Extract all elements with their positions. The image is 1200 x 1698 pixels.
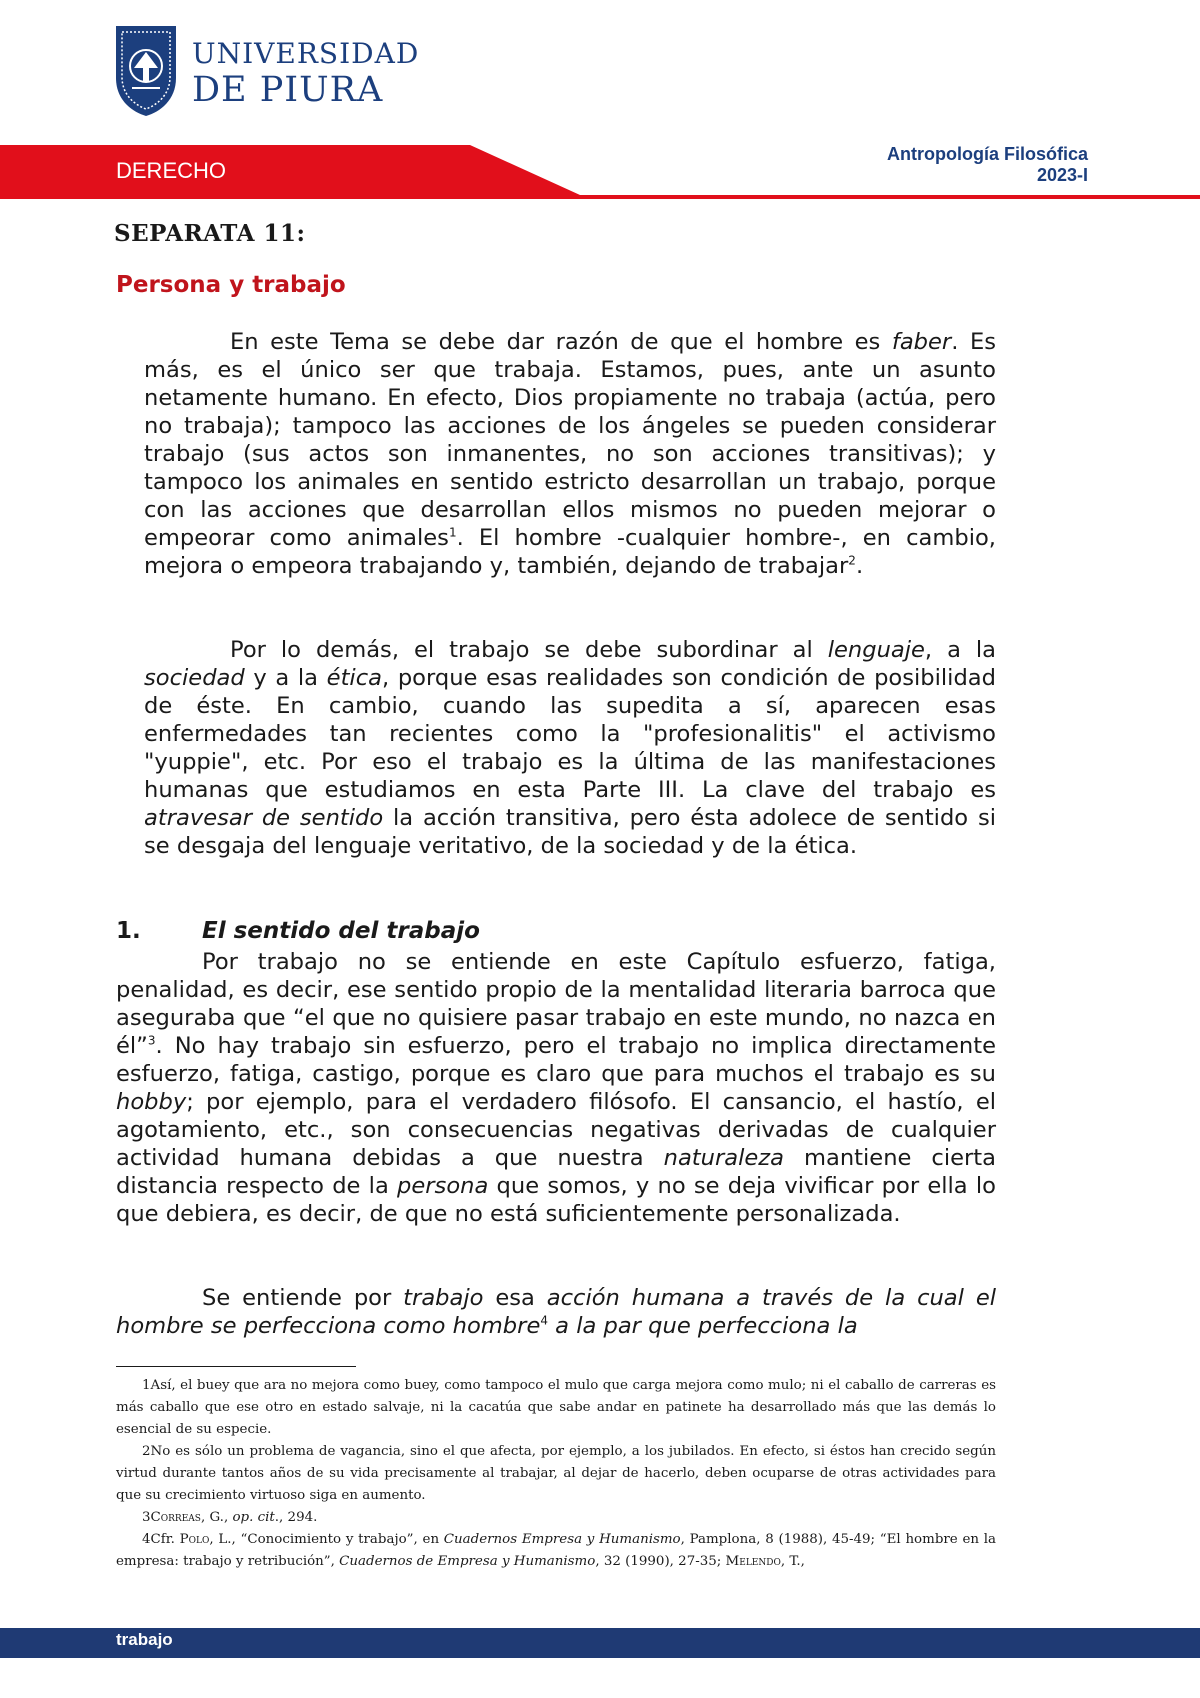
university-seal-icon [110, 22, 182, 118]
document-title: SEPARATA 11: [114, 220, 306, 247]
footnotes [116, 1375, 996, 1573]
paragraph-4 [116, 1284, 996, 1340]
footnote-2 [116, 1441, 996, 1507]
p2-text-e: la acción transitiva, pero ésta adolece de sentido si se desgaja del lenguaje veritativo, de la sociedad y de la ética. [144, 805, 996, 859]
p1-faber: faber [891, 329, 952, 355]
p2-text-b: , a la [924, 637, 997, 663]
footnote-4-journal-2: Cuadernos de Empresa y Humanismo [339, 1554, 596, 1569]
p3-text-e: que somos, y no se deja vivificar por ella lo que debiera, es decir, de que no está suficientemente personalizada. [116, 1173, 996, 1227]
footnote-4-author-polo: Polo [179, 1532, 210, 1547]
p4-italic-definition: acción humana a través de la cual el hombre se perfecciona como hombre [116, 1285, 996, 1339]
university-name [192, 38, 419, 110]
footnote-separator [116, 1366, 356, 1367]
footnote-3-op-cit: op. cit [232, 1510, 275, 1525]
section-heading-1 [116, 918, 480, 944]
paragraph-3 [116, 948, 996, 1228]
footnote-1-text: Así, el buey que ara no mejora como buey, como tampoco el mulo que carga mejora como mulo; ni el caballo de carreras es más caballo que ese otro en estado salvaje, ni la cacatúa que sabe andar en patinete ha desarrollado más que las demás lo esencial de su especie. [116, 1378, 996, 1437]
footnote-ref-4[interactable]: 4 [540, 1313, 548, 1328]
p4-text-b: esa [483, 1285, 547, 1311]
footnote-2-text: No es sólo un problema de vagancia, sino el que afecta, por ejemplo, a los jubilados. En efecto, si éstos han crecido según virtud durante tantos años de su vida precisamente al trabajar, al dejar de hacerlo, deben ocuparse de otras actividades para que su crecimiento virtuoso siga en aumento. [116, 1444, 996, 1503]
p2-text-c: y a la [244, 665, 327, 691]
university-line-2: DE PIURA [192, 70, 384, 110]
p4-text-c: a la par que perfecciona la [547, 1313, 858, 1339]
footnote-4-text-e: , T., [780, 1554, 805, 1569]
course-term: 2023-I [1036, 165, 1088, 185]
footnote-3-text-b: ., 294. [274, 1510, 318, 1525]
university-line-1: UNIVERSIDAD [192, 37, 420, 70]
p1-text-d: . [855, 553, 864, 579]
p3-persona: persona [397, 1173, 489, 1199]
footnote-3-author: Correas [150, 1510, 201, 1525]
p3-hobby: hobby [116, 1089, 187, 1115]
p1-text-c: . El hombre -cualquier hombre-, en cambio, mejora o empeora trabajando y, también, dejando de trabajar [144, 525, 996, 579]
p3-text-a: Por trabajo no se entiende en este Capítulo esfuerzo, fatiga, penalidad, es decir, ese sentido propio de la mentalidad literaria barroca que aseguraba que “el que no quisiere pasar trabajo en este mundo, no nazca en él” [116, 949, 996, 1059]
footnote-4-journal-1: Cuadernos Empresa y Humanismo [443, 1532, 681, 1547]
p2-sociedad: sociedad [144, 665, 245, 691]
footnote-ref-3[interactable]: 3 [147, 1033, 156, 1048]
p2-text-a: Por lo demás, el trabajo se debe subordinar al [230, 637, 828, 663]
p3-text-d: mantiene cierta distancia respecto de la [116, 1145, 996, 1199]
faculty-label: DERECHO [116, 158, 227, 183]
footnote-4-number: 4 [142, 1532, 151, 1547]
footnote-4-text-b: , L., “Conocimiento y trabajo”, en [209, 1532, 444, 1547]
paragraph-2 [144, 636, 996, 860]
section-title: El sentido del trabajo [202, 918, 480, 944]
p1-text-a: En este Tema se debe dar razón de que el hombre es [230, 329, 892, 355]
footnote-4-text-a: Cfr. [150, 1532, 180, 1547]
footnote-4-author-melendo: Melendo [725, 1554, 781, 1569]
paragraph-1 [144, 328, 996, 580]
course-name: Antropología Filosófica [887, 144, 1088, 164]
footnote-3-number: 3 [142, 1510, 151, 1525]
footnote-1 [116, 1375, 996, 1441]
p3-text-c: ; por ejemplo, para el verdadero filósofo. El cansancio, el hastío, el agotamiento, etc., son consecuencias negativas derivadas de cualquier actividad humana debidas a que nuestra [116, 1089, 996, 1171]
footnote-ref-2[interactable]: 2 [848, 553, 856, 568]
footnote-4-text-c: , Pamplona, 8 (1988), 45-49; “El hombre en la empresa: trabajo y retribución”, [116, 1532, 996, 1569]
p3-naturaleza: naturaleza [663, 1145, 785, 1171]
p2-text-d: , porque esas realidades son condición de posibilidad de éste. En cambio, cuando las supedita a sí, aparecen esas enfermedades tan recientes como la "profesionalitis" el activismo "yuppie", etc. Por eso el trabajo es la última de las manifestaciones humanas que estudiamos en esta Parte III. La clave del trabajo es [144, 665, 996, 803]
footnote-1-number: 1 [142, 1378, 151, 1393]
footnote-4-text-d: , 32 (1990), 27-35; [595, 1554, 726, 1569]
document-subtitle: Persona y trabajo [116, 272, 346, 298]
p4-text-a: Se entiende por [202, 1285, 404, 1311]
p2-atravesar: atravesar de sentido [144, 805, 384, 831]
footnote-3-text-a: , G., [200, 1510, 233, 1525]
p2-lenguaje: lenguaje [827, 637, 925, 663]
footnote-3 [116, 1507, 996, 1529]
p3-text-b: . No hay trabajo sin esfuerzo, pero el trabajo no implica directamente esfuerzo, fatiga, castigo, porque es claro que para muchos el trabajo es su [116, 1033, 996, 1087]
section-number: 1. [116, 918, 141, 944]
p1-text-b: . Es más, es el único ser que trabaja. Estamos, pues, ante un asunto netamente humano. En efecto, Dios propiamente no trabaja (actúa, pero no trabaja); tampoco las acciones de los ángeles se pueden considerar trabajo (sus actos son inmanentes, no son acciones transitivas); y tampoco los animales en sentido estricto desarrollan un trabajo, porque con las acciones que desarrollan ellos mismos no pueden mejorar o empeorar como animales [144, 329, 996, 551]
footer-label: trabajo [116, 1630, 173, 1649]
footnote-ref-1[interactable]: 1 [448, 525, 457, 540]
p4-trabajo: trabajo [403, 1285, 484, 1311]
course-info [887, 144, 1088, 186]
p2-etica: ética [326, 665, 382, 691]
footnote-2-number: 2 [142, 1444, 151, 1459]
footnote-4 [116, 1529, 996, 1573]
footer-bar [0, 1628, 1200, 1658]
